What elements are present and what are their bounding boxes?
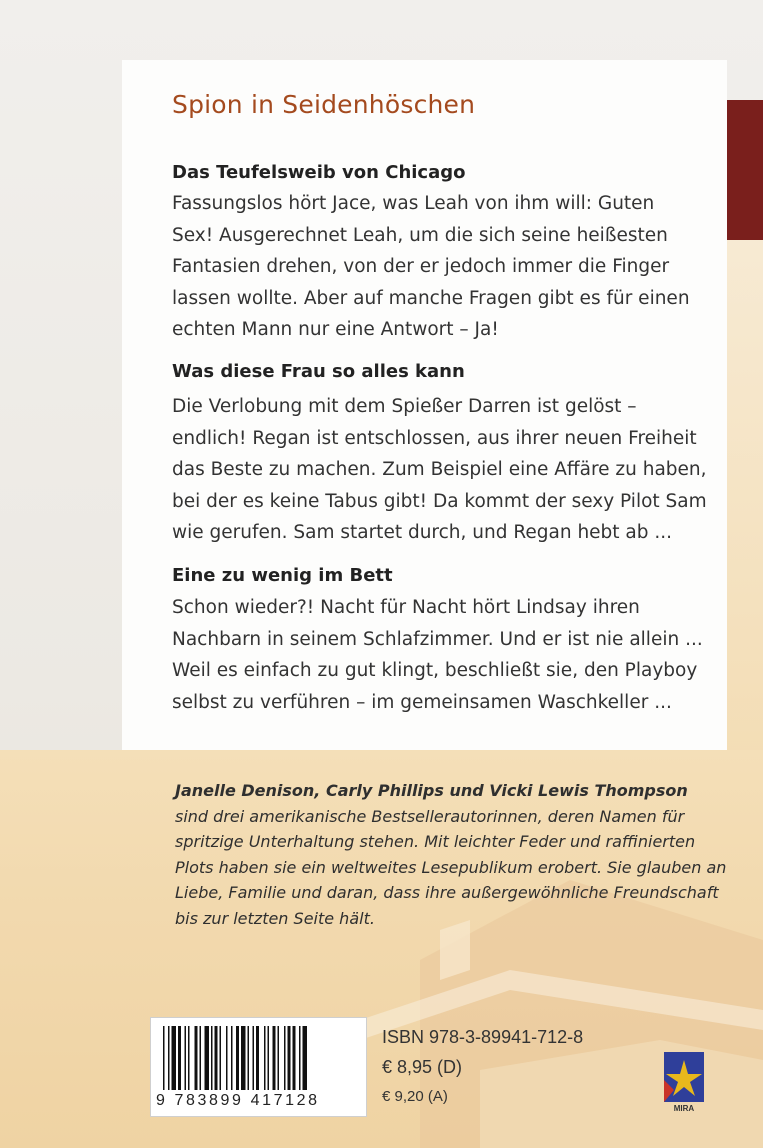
bio-line: bis zur letzten Seite hält. [175,908,375,928]
barcode-bar [185,1026,187,1090]
price-austria: € 9,20 (A) [382,1088,448,1105]
barcode-bar [268,1026,270,1090]
body-line: Fassungslos hört Jace, was Leah von ihm will: Guten [172,193,655,214]
barcode-bar [278,1026,280,1090]
peach-side-strip [727,240,763,760]
barcode-number: 9 783899 417128 [156,1092,320,1109]
section-heading: Das Teufelsweib von Chicago [172,162,466,183]
section-body [172,188,717,346]
barcode-bar [226,1026,228,1090]
barcode-bar [293,1026,296,1090]
bio-line: Liebe, Familie und daran, dass ihre außergewöhnliche Freundschaft [175,883,719,902]
body-line: Weil es einfach zu gut klingt, beschließt sie, den Playboy [172,660,698,681]
body-line: endlich! Regan ist entschlossen, aus ihrer neuen Freiheit [172,427,697,449]
barcode-bar [215,1026,218,1090]
body-line: bei der es keine Tabus gibt! Da kommt der sexy Pilot Sam [172,490,707,512]
barcode-bar [195,1026,198,1090]
barcode-bar [178,1026,181,1090]
body-line: Nachbarn in seinem Schlafzimmer. Und er ist nie allein ... [172,628,703,650]
barcode-bar [163,1026,165,1090]
book-title: Spion in Seidenhöschen [172,90,476,119]
section-heading: Eine zu wenig im Bett [172,565,393,586]
section-body [172,391,717,549]
author-bio [175,778,726,931]
barcode-bar [168,1026,170,1090]
body-line: das Beste zu machen. Zum Beispiel eine Affäre zu haben, [172,459,707,480]
barcode-bar [284,1026,286,1090]
isbn-label: ISBN 978-3-89941-712-8 [382,1027,584,1047]
barcode-bar [273,1026,276,1090]
barcode-bar [264,1026,266,1090]
barcode-bar [256,1026,259,1090]
body-line: Fantasien drehen, von der er jedoch immer die Finger [172,256,670,277]
body-line: Sex! Ausgerechnet Leah, um die sich seine heißesten [172,224,668,246]
barcode-bar [211,1026,213,1090]
body-line: lassen wollte. Aber auf manche Fragen gibt es für einen [172,287,690,309]
barcode [150,1017,367,1117]
section-heading: Was diese Frau so alles kann [172,361,465,382]
body-line: wie gerufen. Sam startet durch, und Regan hebt ab ... [172,522,673,543]
section-body [172,592,717,718]
body-line: Die Verlobung mit dem Spießer Darren ist gelöst – [172,396,637,417]
barcode-bar [288,1026,291,1090]
bio-line: Plots haben sie ein weltweites Lesepublikum erobert. Sie glauben an [175,857,727,877]
barcode-bar [188,1026,190,1090]
barcode-bar [200,1026,202,1090]
barcode-bar [248,1026,250,1090]
barcode-bar [241,1026,246,1090]
body-line: selbst zu verführen – im gemeinsamen Waschkeller ... [172,691,672,713]
mira-logo-text: MIRA [673,1104,695,1113]
barcode-bar [303,1026,308,1090]
body-line: Schon wieder?! Nacht für Nacht hört Lindsay ihren [172,597,640,618]
barcode-bar [231,1026,233,1090]
barcode-bar [299,1026,301,1090]
mira-logo-icon [662,1050,706,1112]
accent-bar [727,100,763,240]
price-germany: € 8,95 (D) [382,1057,463,1077]
barcode-bar [253,1026,255,1090]
author-names: Janelle Denison, Carly Phillips und Vicki Lewis Thompson [175,781,688,800]
barcode-bar [236,1026,239,1090]
barcode-bar [172,1026,177,1090]
barcode-bar [220,1026,222,1090]
barcode-bar [205,1026,210,1090]
body-line: echten Mann nur eine Antwort – Ja! [172,319,499,340]
bio-line: spritzige Unterhaltung stehen. Mit leichter Feder und raffinierten [175,832,696,851]
barcode-bars [163,1026,353,1090]
bio-line: sind drei amerikanische Bestsellerautorinnen, deren Namen für [175,806,685,826]
